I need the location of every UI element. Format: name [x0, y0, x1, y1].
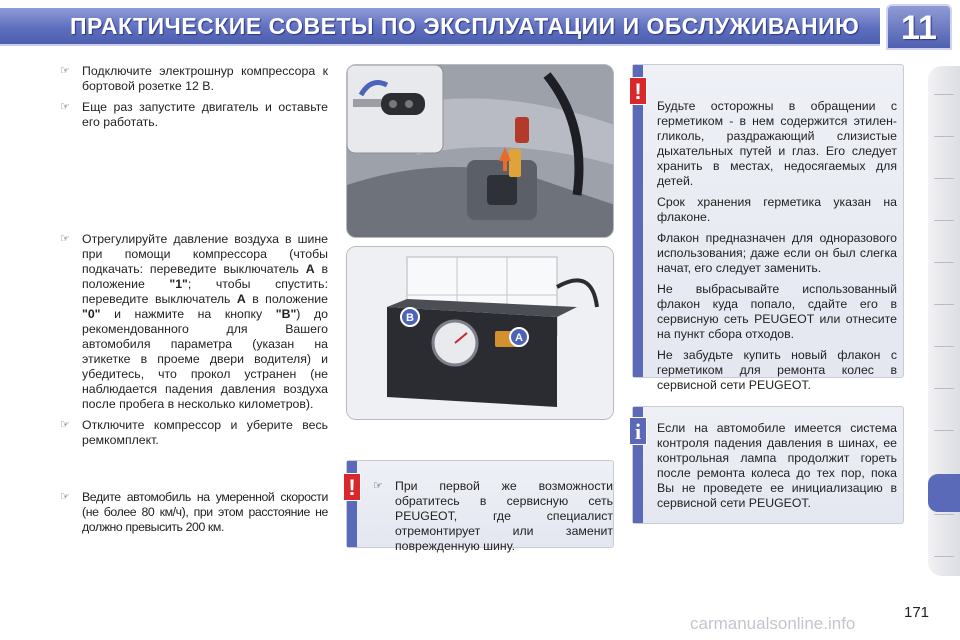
- instruction-text: Отрегулируйте давление воздуха в шине при помощи компрессора (чтобы подкачать: переведите выключатель A в положение "1"; чтобы спустить: переведите выключатель A в положение "0" и нажмите на кнопку "B") до рекомендованного для Вашего автомобиля параметра (указан на этикетке в проеме двери водителя) и убедитесь, что прокол устранен (не наблюдается падения давления воздуха после пробега в несколько километров).: [82, 232, 328, 411]
- instruction-text: Еще раз запустите двигатель и оставьте его работать.: [82, 100, 328, 129]
- pointer-icon: ☞: [60, 419, 70, 431]
- instruction-item: [60, 232, 328, 412]
- warning-text: [657, 99, 897, 399]
- instruction-item: [60, 64, 328, 94]
- pointer-icon: ☞: [373, 480, 383, 492]
- pointer-icon: ☞: [60, 101, 70, 113]
- socket-photo: [346, 64, 614, 238]
- compressor-photo: [346, 246, 614, 420]
- info-text: Если на автомобиле имеется система контроля падения давления в шинах, ее контрольная лампа продолжит гореть после ремонта колеса до тех пор, пока Вы не проведете ее инициализацию в сервисной сети PEUGEOT.: [657, 421, 897, 510]
- info-icon: i: [629, 417, 647, 445]
- instruction-text: Ведите автомобиль на умеренной скорости (не более 80 км/ч), при этом расстояние не должно превысить 200 км.: [82, 490, 328, 534]
- pointer-icon: ☞: [60, 491, 70, 503]
- tab-divider: [934, 514, 954, 515]
- compressor-illustration: [347, 247, 614, 420]
- pointer-icon: ☞: [60, 233, 70, 245]
- warning-box-service: [346, 460, 614, 553]
- box-accent-strip: [633, 65, 643, 377]
- tab-divider: [934, 304, 954, 305]
- warning-paragraph: Не выбрасывайте использованный флакон куда попало, сдайте его в сервисную сеть PEUGEOT или отнесите на пункт сбора отходов.: [657, 282, 897, 341]
- warning-paragraph: Не забудьте купить новый флакон с герметиком для ремонта колес в сервисной сети PEUGEOT.: [657, 348, 897, 392]
- pointer-icon: ☞: [60, 65, 70, 77]
- tab-divider: [934, 430, 954, 431]
- car-interior-illustration: [347, 65, 614, 238]
- warning-icon: !: [343, 473, 361, 501]
- page-header: [0, 0, 960, 52]
- tab-divider: [934, 94, 954, 95]
- switch-a-label: A: [515, 332, 523, 344]
- warning-box-sealant: [632, 64, 904, 392]
- instruction-text: Подключите электрошнур компрессора к бортовой розетке 12 В.: [82, 64, 328, 93]
- warning-icon: !: [629, 77, 647, 105]
- warning-paragraph: Будьте осторожны в обращении с герметиком - в нем содержится этилен-гликоль, раздражающий слизистые дыхательных путей и глаз. Его следует хранить в местах, недосягаемых для детей.: [657, 99, 897, 188]
- page-number: 171: [904, 604, 930, 621]
- tab-divider: [934, 262, 954, 263]
- warning-text: ☞ При первой же возможности обратитесь в сервисную сеть PEUGEOT, где специалист отремонтирует или заменит поврежденную шину.: [373, 479, 613, 553]
- chapter-number: 11: [901, 9, 937, 47]
- info-box-tpms: [632, 406, 904, 524]
- warning-paragraph: Флакон предназначен для одноразового использования; даже если он был слегка начат, его следует заменить.: [657, 231, 897, 275]
- button-b-label: B: [406, 312, 414, 324]
- instruction-item: [60, 418, 328, 448]
- warning-paragraph: Срок хранения герметика указан на флаконе.: [657, 195, 897, 224]
- watermark: carmanualsonline.info: [690, 614, 856, 633]
- tab-divider: [934, 388, 954, 389]
- tab-divider: [934, 220, 954, 221]
- instructions-column: [60, 64, 328, 541]
- tab-divider: [934, 136, 954, 137]
- active-chapter-tab[interactable]: [928, 474, 960, 512]
- page-title: ПРАКТИЧЕСКИЕ СОВЕТЫ ПО ЭКСПЛУАТАЦИИ И ОБСЛУЖИВАНИЮ: [70, 13, 860, 39]
- instruction-item: [60, 490, 328, 535]
- instruction-item: [60, 100, 328, 130]
- tab-divider: [934, 556, 954, 557]
- tab-divider: [934, 346, 954, 347]
- chapter-badge: [886, 4, 952, 50]
- instruction-text: Отключите компрессор и уберите весь ремкомплект.: [82, 418, 328, 447]
- tab-divider: [934, 178, 954, 179]
